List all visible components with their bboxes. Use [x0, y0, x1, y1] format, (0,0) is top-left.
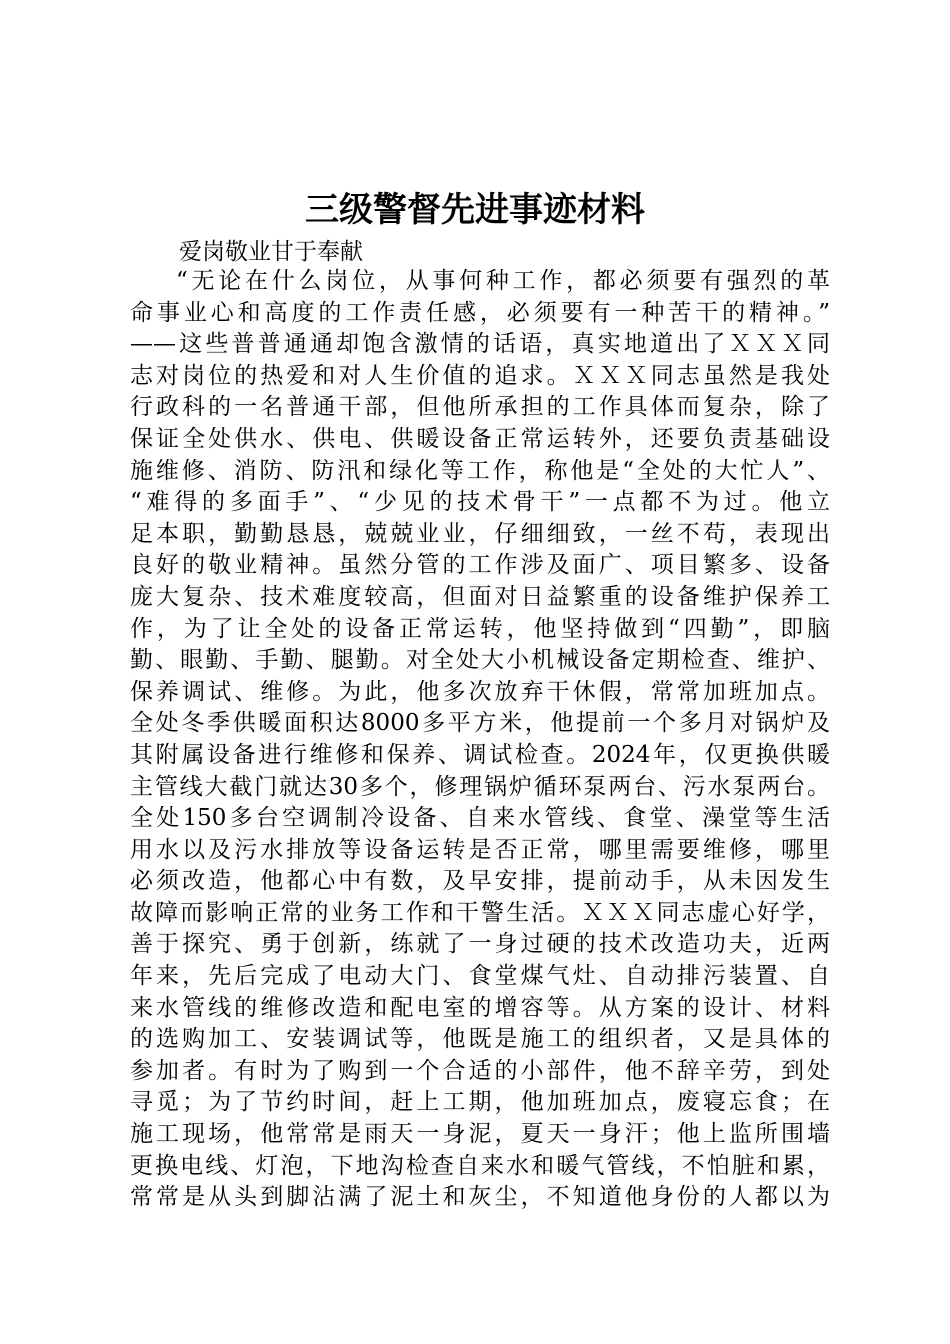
- body-line: 施工现场，他常常是雨天一身泥，夏天一身汗；他上监所围墙: [130, 1121, 830, 1148]
- body-line: 命事业心和高度的工作责任感，必须要有一种苦干的精神。”: [130, 299, 830, 326]
- body-line: 寻觅；为了节约时间，赶上工期，他加班加点，废寝忘食；在: [130, 1089, 830, 1116]
- body-line: ——这些普普通通却饱含激情的话语，真实地道出了ＸＸＸ同: [130, 331, 830, 358]
- body-line: 来水管线的维修改造和配电室的增容等。从方案的设计、材料: [130, 994, 830, 1021]
- body-line: 足本职，勤勤恳恳，兢兢业业，仔细细致，一丝不苟，表现出: [130, 520, 830, 547]
- body-line: 全处150多台空调制冷设备、自来水管线、食堂、澡堂等生活: [130, 805, 830, 832]
- body-line: 勤、眼勤、手勤、腿勤。对全处大小机械设备定期检查、维护、: [130, 647, 830, 674]
- body-line: 更换电线、灯泡，下地沟检查自来水和暖气管线，不怕脏和累，: [130, 1152, 830, 1179]
- body-line: 志对岗位的热爱和对人生价值的追求。ＸＸＸ同志虽然是我处: [130, 362, 830, 389]
- body-line: 主管线大截门就达30多个，修理锅炉循环泵两台、污水泵两台。: [130, 773, 830, 800]
- body-line: 行政科的一名普通干部，但他所承担的工作具体而复杂，除了: [130, 394, 830, 421]
- document-body: [130, 266, 830, 1214]
- body-line: 故障而影响正常的业务工作和干警生活。ＸＸＸ同志虚心好学，: [130, 899, 830, 926]
- body-line: 常常是从头到脚沾满了泥土和灰尘，不知道他身份的人都以为: [130, 1184, 830, 1211]
- body-line: 善于探究、勇于创新，练就了一身过硬的技术改造功夫，近两: [130, 931, 830, 958]
- body-line: 保养调试、维修。为此，他多次放弃干休假，常常加班加点。: [130, 678, 830, 705]
- body-line: 全处冬季供暖面积达8000多平方米，他提前一个多月对锅炉及: [130, 710, 830, 737]
- document-title: 三级警督先进事迹材料: [305, 190, 645, 230]
- body-line: 庞大复杂、技术难度较高，但面对日益繁重的设备维护保养工: [130, 583, 830, 610]
- body-line: 必须改造，他都心中有数，及早安排，提前动手，从未因发生: [130, 868, 830, 895]
- body-line: 保证全处供水、供电、供暖设备正常运转外，还要负责基础设: [130, 425, 830, 452]
- body-line: 参加者。有时为了购到一个合适的小部件，他不辞辛劳，到处: [130, 1057, 830, 1084]
- body-line: 良好的敬业精神。虽然分管的工作涉及面广、项目繁多、设备: [130, 552, 830, 579]
- body-line: “无论在什么岗位，从事何种工作，都必须要有强烈的革: [176, 268, 830, 294]
- body-line: “难得的多面手”、“少见的技术骨干”一点都不为过。他立: [130, 489, 830, 516]
- body-line: 年来，先后完成了电动大门、食堂煤气灶、自动排污装置、自: [130, 963, 830, 990]
- body-line: 用水以及污水排放等设备运转是否正常，哪里需要维修，哪里: [130, 836, 830, 863]
- document-subtitle: 爱岗敬业甘于奉献: [179, 239, 363, 265]
- body-line: 其附属设备进行维修和保养、调试检查。2024年，仅更换供暖: [130, 741, 830, 768]
- body-line: 的选购加工、安装调试等，他既是施工的组织者，又是具体的: [130, 1026, 830, 1053]
- body-line: 施维修、消防、防汛和绿化等工作，称他是“全处的大忙人”、: [130, 457, 830, 484]
- body-line: 作，为了让全处的设备正常运转，他坚持做到“四勤”，即脑: [130, 615, 830, 642]
